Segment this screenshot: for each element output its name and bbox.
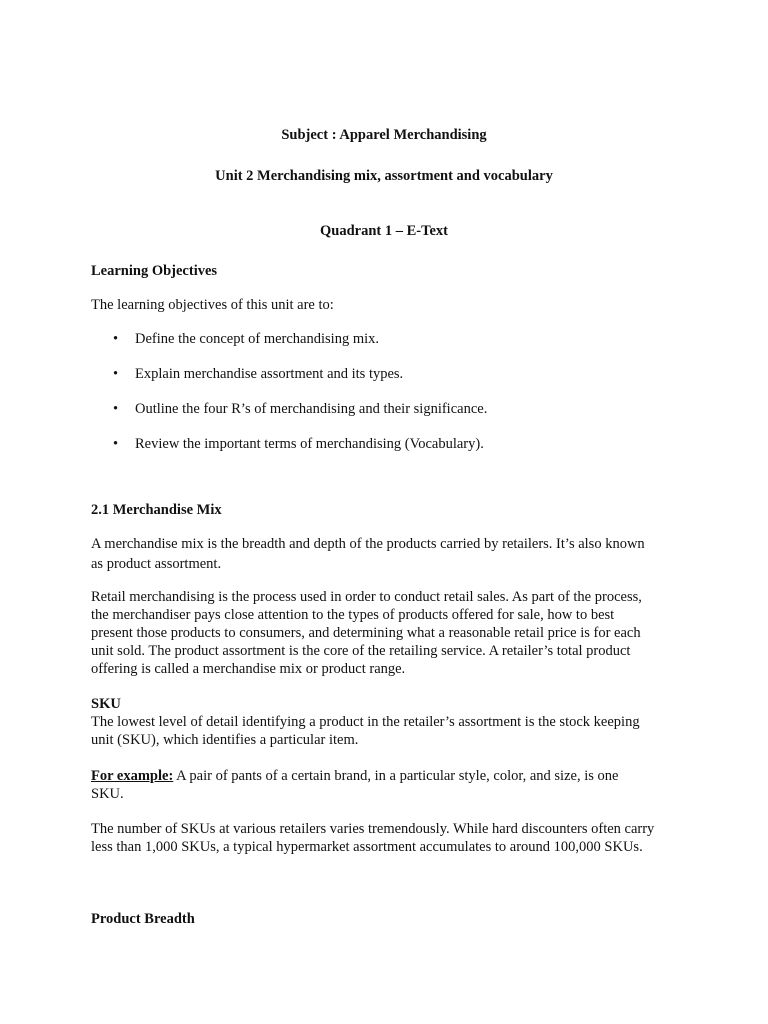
sku-heading: SKU: [91, 696, 121, 712]
section-2-1-heading: 2.1 Merchandise Mix: [91, 502, 222, 518]
mix-paragraph-line-2: as product assortment.: [91, 556, 222, 572]
objective-item-3: Outline the four R’s of merchandising and their significance.: [135, 401, 488, 417]
retail-paragraph-line-3: present those products to consumers, and determining what a reasonable retail price is for each: [91, 625, 641, 641]
mix-paragraph-line-1: A merchandise mix is the breadth and depth of the products carried by retailers. It’s also known: [91, 536, 645, 552]
subject-title: Subject : Apparel Merchandising: [281, 127, 487, 143]
retail-paragraph-line-4: unit sold. The product assortment is the core of the retailing service. A retailer’s total product: [91, 643, 631, 659]
learning-objectives-heading: Learning Objectives: [91, 263, 218, 279]
bullet-2: •: [113, 366, 119, 382]
sku-paragraph-line-1: The lowest level of detail identifying a product in the retailer’s assortment is the stock keeping: [91, 714, 640, 730]
unit-title: Unit 2 Merchandising mix, assortment and vocabulary: [215, 168, 553, 184]
bullet-1: •: [113, 331, 119, 347]
retail-paragraph-line-1: Retail merchandising is the process used in order to conduct retail sales. As part of the process,: [91, 589, 642, 605]
objective-item-1: Define the concept of merchandising mix.: [135, 331, 380, 347]
example-label: For example:: [91, 768, 174, 784]
bullet-4: •: [113, 436, 119, 452]
example-line-2: SKU.: [91, 786, 124, 802]
sku-paragraph-line-2: unit (SKU), which identifies a particular item.: [91, 732, 359, 748]
sku-count-line-1: The number of SKUs at various retailers varies tremendously. While hard discounters often carry: [91, 821, 655, 837]
objective-item-2: Explain merchandise assortment and its types.: [135, 366, 404, 382]
example-line-1: [91, 767, 691, 785]
retail-paragraph-line-5: offering is called a merchandise mix or product range.: [91, 661, 406, 677]
bullet-3: •: [113, 401, 119, 417]
product-breadth-heading: Product Breadth: [91, 911, 195, 927]
example-line-1-text: A pair of pants of a certain brand, in a particular style, color, and size, is one: [173, 768, 619, 784]
retail-paragraph-line-2: the merchandiser pays close attention to the types of products offered for sale, how to best: [91, 607, 615, 623]
objectives-intro: The learning objectives of this unit are to:: [91, 297, 334, 313]
objective-item-4: Review the important terms of merchandising (Vocabulary).: [135, 436, 484, 452]
sku-count-line-2: less than 1,000 SKUs, a typical hypermarket assortment accumulates to around 100,000 SKUs.: [91, 839, 643, 855]
quadrant-title: Quadrant 1 – E-Text: [320, 223, 448, 239]
